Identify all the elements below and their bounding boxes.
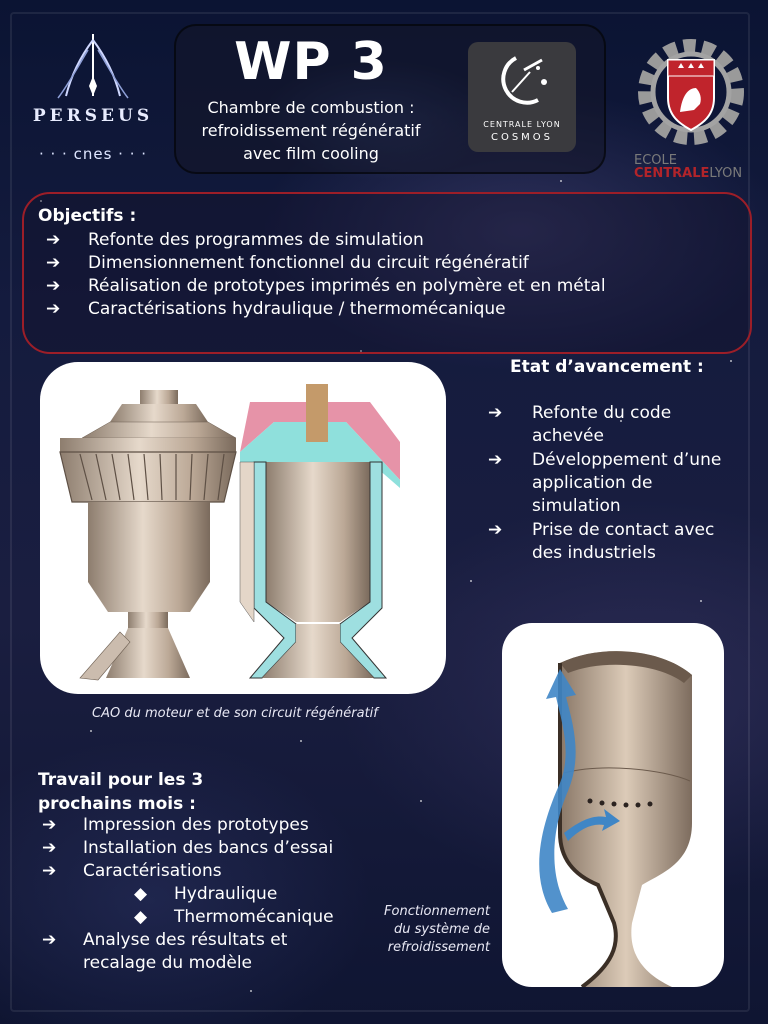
objectif-text: Refonte des programmes de simulation	[88, 230, 424, 250]
cooling-system-image	[502, 623, 724, 987]
page-subtitle	[186, 96, 436, 165]
cnes-label: cnes	[73, 145, 113, 163]
arrow-icon: ➔	[488, 520, 503, 540]
list-item	[42, 837, 362, 860]
sub-list-item	[42, 906, 362, 929]
cao-engine-image	[40, 362, 446, 694]
list-item	[488, 519, 748, 565]
arrow-icon: ➔	[42, 861, 57, 881]
objectif-text: Dimensionnement fonctionnel du circuit régénératif	[88, 253, 529, 273]
cooling-cutaway-illustration	[502, 623, 724, 987]
travail-text: Installation des bancs d’essai	[83, 838, 334, 858]
arrow-icon: ➔	[42, 815, 57, 835]
travail-text: Caractérisations	[83, 861, 222, 881]
arrow-icon: ➔	[46, 276, 61, 296]
etat-title: Etat d’avancement :	[510, 357, 704, 377]
engine-cad-illustration	[40, 362, 446, 694]
travail-subtext: Hydraulique	[174, 884, 278, 904]
cosmos-logo	[468, 42, 576, 152]
arrow-icon: ➔	[488, 450, 503, 470]
cao-caption: CAO du moteur et de son circuit régénératif	[92, 706, 378, 721]
sub-list-item	[42, 883, 362, 906]
cosmos-label-2: COSMOS	[490, 132, 554, 143]
ecole-centrale-lyon-label	[634, 154, 742, 180]
travail-text: Impression des prototypes	[83, 815, 309, 835]
subtitle-line: Chambre de combustion :	[207, 98, 415, 117]
travail-subtext: Thermomécanique	[174, 907, 334, 927]
diamond-icon: ◆	[134, 907, 148, 927]
objectif-text: Caractérisations hydraulique / thermomécanique	[88, 299, 506, 319]
cooling-caption-line: Fonctionnement	[384, 904, 490, 919]
cnes-logo: · · · cnes · · ·	[38, 145, 148, 163]
perseus-label: PERSEUS	[32, 106, 154, 126]
page-title: WP 3	[234, 32, 388, 92]
objectifs-list	[46, 229, 736, 321]
list-item	[488, 402, 748, 448]
objectifs-title: Objectifs :	[38, 206, 137, 226]
list-item	[46, 252, 736, 275]
list-item	[46, 298, 736, 321]
arrow-icon: ➔	[46, 299, 61, 319]
subtitle-line: refroidissement régénératif	[201, 121, 421, 140]
list-item	[42, 929, 362, 975]
arrow-icon: ➔	[42, 930, 57, 950]
cosmos-label-1: CENTRALE LYON	[483, 120, 561, 129]
etat-text: Refonte du code achevée	[532, 403, 672, 446]
lyon-label: LYON	[709, 166, 743, 181]
cooling-caption	[376, 903, 490, 957]
cosmos-emblem-icon	[468, 42, 576, 122]
gear-shield-icon	[630, 32, 752, 154]
cooling-caption-line: refroidissement	[387, 940, 490, 955]
list-item	[46, 275, 736, 298]
list-item	[42, 814, 362, 837]
subtitle-line: avec film cooling	[243, 144, 379, 163]
etat-text: Développement d’une application de simulation	[532, 450, 722, 516]
arrow-icon: ➔	[46, 230, 61, 250]
centrale-label: CENTRALE	[634, 166, 710, 181]
etat-text: Prise de contact avec des industriels	[532, 520, 715, 563]
diamond-icon: ◆	[134, 884, 148, 904]
list-item	[46, 229, 736, 252]
list-item	[488, 449, 748, 518]
travail-list	[42, 814, 362, 975]
arrow-icon: ➔	[46, 253, 61, 273]
cooling-caption-line: du système de	[393, 922, 490, 937]
ecole-label: ECOLE	[634, 153, 677, 168]
arrow-icon: ➔	[488, 403, 503, 423]
objectif-text: Réalisation de prototypes imprimés en polymère et en métal	[88, 276, 606, 296]
travail-title: Travail pour les 3 prochains mois :	[38, 770, 204, 814]
perseus-emblem-icon	[18, 30, 168, 106]
perseus-logo	[18, 30, 168, 170]
arrow-icon: ➔	[42, 838, 57, 858]
etat-list	[488, 402, 748, 566]
list-item	[42, 860, 362, 883]
travail-text: Analyse des résultats et recalage du modèle	[83, 930, 288, 973]
